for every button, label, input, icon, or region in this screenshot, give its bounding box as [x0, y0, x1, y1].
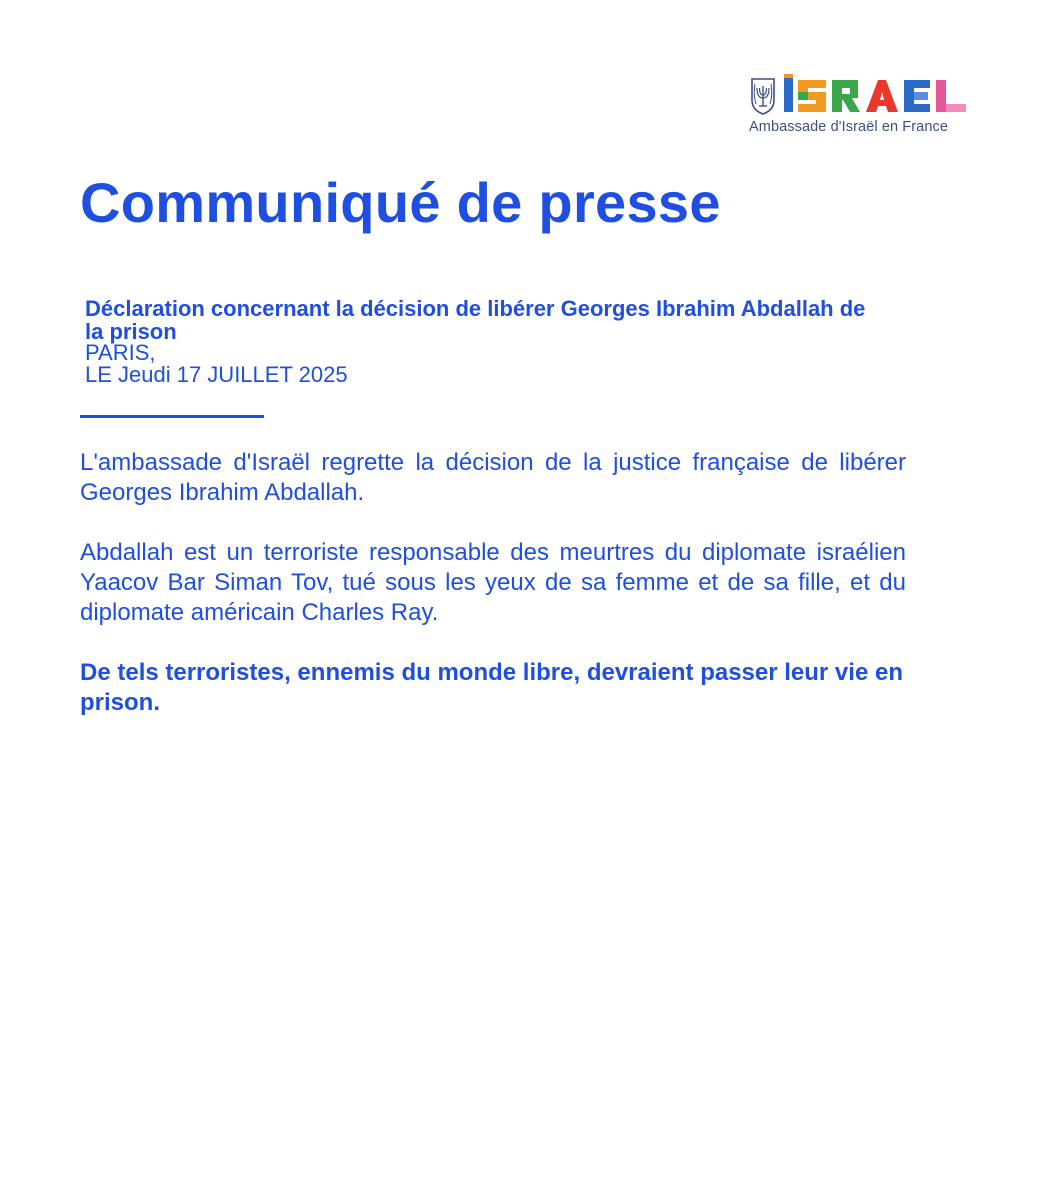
paragraph-2: Abdallah est un terroriste responsable des meurtres du diplomate israélien Yaacov Bar Siman Tov, tué sous les yeux de sa femme et de sa fille, et du diplomate américain Charles Ray. — [80, 539, 906, 626]
paragraph-3-conclusion: De tels terroristes, ennemis du monde libre, devraient passer leur vie en prison. — [80, 659, 903, 716]
paragraph-1: L'ambassade d'Israël regrette la décision de la justice française de libérer Georges Ibrahim Abdallah. — [80, 449, 906, 506]
dateline — [85, 342, 348, 386]
state-emblem-icon — [748, 76, 778, 116]
section-divider — [80, 415, 264, 418]
embassy-name: Ambassade d'Israël en France — [749, 119, 949, 135]
statement-body — [80, 448, 906, 748]
page-title: Communiqué de presse — [80, 171, 721, 234]
place-line: PARIS, — [85, 340, 156, 365]
date-line: LE Jeudi 17 JUILLET 2025 — [85, 362, 348, 387]
declaration-subject: Déclaration concernant la décision de libérer Georges Ibrahim Abdallah de la prison — [85, 296, 866, 344]
israel-wordmark-logo — [782, 74, 972, 116]
embassy-logo — [748, 74, 974, 138]
